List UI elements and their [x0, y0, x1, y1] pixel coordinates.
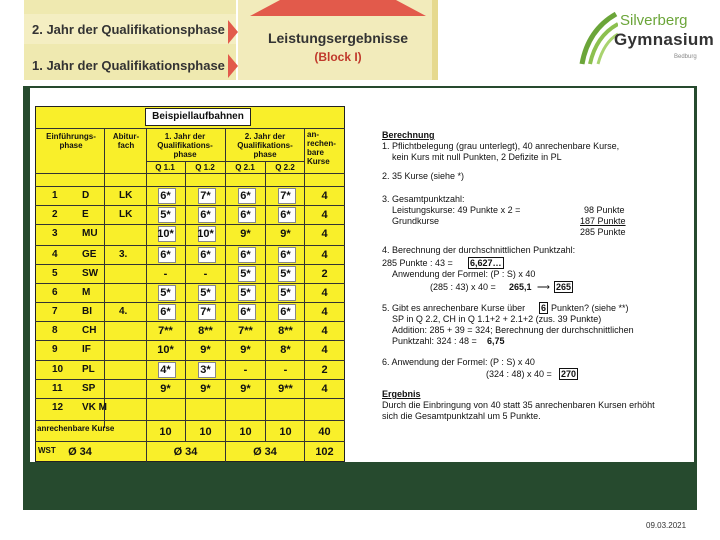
row-points: -: [243, 364, 248, 376]
sum-q12: 10: [199, 426, 212, 438]
footer-date: 09.03.2021: [646, 521, 687, 530]
row-points: -: [163, 268, 168, 280]
row-course-count: 4: [321, 287, 328, 299]
table-row-divider: [35, 264, 345, 265]
calc-line: 6. Anwendung der Formel: (P : S) x 40: [382, 357, 535, 367]
calc-line: Addition: 285 + 39 = 324; Berechnung der durchschnittlichen: [392, 325, 634, 335]
row-points: 7*: [200, 190, 211, 202]
col-header-j2: 2. Jahr der Qualifikations- phase: [237, 132, 293, 159]
row-number: 1: [52, 190, 58, 201]
row-course-count: 4: [321, 228, 328, 240]
row-points: 9**: [278, 383, 293, 395]
header-phase-panel: [24, 0, 236, 80]
row-subject: IF: [82, 344, 91, 355]
table-row-divider: [35, 398, 345, 399]
row-points: 7**: [158, 325, 173, 337]
row-points: 3*: [200, 364, 211, 376]
logo-swoosh-icon: [578, 10, 618, 66]
row-number: 12: [52, 402, 64, 413]
row-number: 5: [52, 268, 58, 279]
row-subject: SW: [82, 268, 99, 279]
calc-line: Anwendung der Formel: (P : S) x 40: [392, 269, 536, 279]
row-points: 5*: [280, 287, 291, 299]
sub-header-q11: Q 1.1: [155, 163, 175, 172]
row-points: 6*: [240, 306, 251, 318]
row-points: 10*: [157, 228, 174, 240]
logo-name-bottom: Gymnasium: [614, 30, 715, 49]
result-heading: Ergebnis: [382, 389, 421, 399]
row-subject: D: [82, 190, 90, 201]
table-row-divider: [35, 186, 345, 187]
logo-location: Bedburg: [674, 54, 697, 60]
row-abitur: LK: [119, 190, 133, 201]
row-points: 6*: [200, 209, 211, 221]
row-points: 7*: [280, 190, 291, 202]
table-row-divider: [35, 224, 345, 225]
table-row-divider: [35, 340, 345, 341]
row-abitur: 3.: [119, 249, 128, 260]
row-points: 5*: [240, 268, 251, 280]
row-number: 11: [52, 383, 63, 394]
calc-new-average: 6,75: [487, 336, 505, 346]
row-subject: GE: [82, 249, 97, 260]
calc-line: Punkten? (siehe **): [551, 303, 629, 313]
roof-icon: [250, 0, 426, 16]
school-logo: [578, 10, 715, 70]
row-points: 6*: [200, 249, 211, 261]
col-header-kurse: an- rechen- bare Kurse: [307, 130, 336, 166]
row-subject: MU: [82, 228, 98, 239]
row-points: 9*: [200, 344, 211, 356]
calc-final-box: 270: [561, 369, 577, 379]
row-subject: PL: [82, 364, 95, 375]
row-number: 2: [52, 209, 58, 220]
calc-line: kein Kurs mit null Punkten, 2 Defizite in PL: [392, 152, 562, 162]
row-points: 6*: [160, 190, 171, 202]
row-points: 6*: [280, 209, 291, 221]
row-points: 10*: [197, 228, 214, 240]
row-points: 8*: [280, 344, 291, 356]
wst-j2: Ø 34: [253, 446, 277, 458]
row-points: 8**: [278, 325, 293, 337]
calc-heading: Berechnung: [382, 130, 435, 140]
row-points: 6*: [160, 249, 171, 261]
phase1-arrow-icon: [228, 54, 238, 78]
row-course-count: 4: [321, 306, 328, 318]
row-number: 3: [52, 228, 58, 239]
sum-q22: 10: [279, 426, 292, 438]
row-points: 9*: [160, 383, 171, 395]
row-points: 5*: [200, 287, 211, 299]
row-abitur: LK: [119, 209, 133, 220]
row-course-count: 2: [321, 268, 328, 280]
phase2-arrow-icon: [228, 20, 238, 44]
row-points: 6*: [240, 190, 251, 202]
calc-line: 285 Punkte : 43 =: [382, 258, 453, 268]
row-course-count: 4: [321, 190, 328, 202]
row-subject: E: [82, 209, 89, 220]
calc-line: 5. Gibt es anrechenbare Kurse über: [382, 303, 526, 313]
row-points: 5*: [280, 268, 291, 280]
calc-result-box: 265: [556, 282, 572, 292]
row-number: 10: [52, 364, 64, 375]
row-points: 7**: [238, 325, 253, 337]
row-points: 8**: [198, 325, 213, 337]
row-course-count: 4: [321, 383, 328, 395]
wst-total: 102: [315, 446, 334, 458]
row-subject: CH: [82, 325, 97, 336]
col-header-ef: Einführungs- phase: [46, 132, 96, 150]
row-points: 6*: [240, 249, 251, 261]
row-number: 7: [52, 306, 58, 317]
header-divider: [432, 0, 438, 80]
row-subject: VK M: [82, 402, 107, 413]
wst-label: WST: [38, 446, 56, 455]
row-points: -: [283, 364, 288, 376]
row-subject: BI: [82, 306, 92, 317]
calc-average-box: 6,627…: [470, 258, 502, 268]
table-title: Beispiellaufbahnen: [145, 108, 251, 126]
row-points: -: [203, 268, 208, 280]
row-points: 9*: [280, 228, 291, 240]
calc-result-raw: 265,1: [509, 282, 532, 292]
col-header-j1: 1. Jahr der Qualifikations- phase: [157, 132, 213, 159]
phase2-label: 2. Jahr der Qualifikationsphase: [32, 22, 225, 37]
col-header-abi: Abitur- fach: [112, 132, 140, 150]
row-points: 9*: [240, 383, 251, 395]
table-row-divider: [35, 245, 345, 246]
row-course-count: 4: [321, 344, 328, 356]
calc-line: (324 : 48) x 40 =: [486, 369, 552, 379]
sum-total: 40: [318, 426, 331, 438]
row-course-count: 4: [321, 325, 328, 337]
table-row-divider: [35, 379, 345, 380]
row-points: 4*: [160, 364, 171, 376]
row-number: 9: [52, 344, 58, 355]
calc-threshold-box: 6: [541, 303, 547, 313]
table-row-divider: [35, 283, 345, 284]
calc-gk-points: 187 Punkte: [580, 216, 626, 226]
calc-total-points: 285 Punkte: [580, 227, 626, 237]
calc-line: 1. Pflichtbelegung (grau unterlegt), 40 anrechenbare Kurse,: [382, 141, 620, 151]
wst-ef: Ø 34: [68, 446, 92, 458]
row-points: 6*: [280, 306, 291, 318]
row-number: 6: [52, 287, 58, 298]
row-number: 8: [52, 325, 58, 336]
calc-line: SP in Q 2.2, CH in Q 1.1+2 + 2.1+2 (zus. 39 Punkte): [392, 314, 602, 324]
arrow-right-icon: ⟶: [537, 282, 550, 292]
row-points: 9*: [240, 344, 251, 356]
row-points: 6*: [160, 306, 171, 318]
phase1-label: 1. Jahr der Qualifikationsphase: [32, 58, 225, 73]
table-row-divider: [35, 321, 345, 322]
calc-line: (285 : 43) x 40 =: [430, 282, 496, 292]
row-points: 10*: [157, 344, 174, 356]
page-subtitle: (Block I): [314, 50, 362, 64]
row-points: 6*: [240, 209, 251, 221]
row-points: 6*: [280, 249, 291, 261]
calc-line: 2. 35 Kurse (siehe *): [382, 171, 465, 181]
row-points: 7*: [200, 306, 211, 318]
sum-row-label: anrechenbare Kurse: [37, 424, 115, 433]
row-course-count: 4: [321, 209, 328, 221]
table-row-divider: [35, 302, 345, 303]
calc-line: 3. Gesamtpunktzahl:: [382, 194, 465, 204]
calc-line: Punktzahl: 324 : 48 =: [392, 336, 477, 346]
sum-q11: 10: [159, 426, 172, 438]
row-course-count: 2: [321, 364, 328, 376]
table-row-divider: [35, 205, 345, 206]
calc-lk-points: 98 Punkte: [584, 205, 625, 215]
sub-header-q22: Q 2.2: [275, 163, 295, 172]
row-points: 9*: [200, 383, 211, 395]
row-subject: M: [82, 287, 91, 298]
row-number: 4: [52, 249, 58, 260]
calc-line: Leistungskurse: 49 Punkte x 2 =: [392, 205, 521, 215]
table-row-divider: [35, 360, 345, 361]
calc-line: 4. Berechnung der durchschnittlichen Punktzahl:: [382, 245, 576, 255]
row-points: 9*: [240, 228, 251, 240]
result-line: sich die Gesamtpunktzahl um 5 Punkte.: [382, 411, 541, 421]
row-abitur: 4.: [119, 306, 128, 317]
sub-header-q21: Q 2.1: [235, 163, 255, 172]
row-course-count: 4: [321, 249, 328, 261]
sum-q21: 10: [239, 426, 252, 438]
page-title: Leistungsergebnisse: [267, 30, 409, 46]
row-points: 5*: [160, 209, 171, 221]
sub-header-q12: Q 1.2: [195, 163, 215, 172]
row-points: 5*: [240, 287, 251, 299]
row-subject: SP: [82, 383, 96, 394]
calc-line: Grundkurse: [392, 216, 440, 226]
result-line: Durch die Einbringung von 40 statt 35 anrechenbaren Kursen erhöht: [382, 400, 655, 410]
logo-name-top: Silverberg: [620, 12, 688, 29]
wst-j1: Ø 34: [173, 446, 198, 458]
row-points: 5*: [160, 287, 171, 299]
